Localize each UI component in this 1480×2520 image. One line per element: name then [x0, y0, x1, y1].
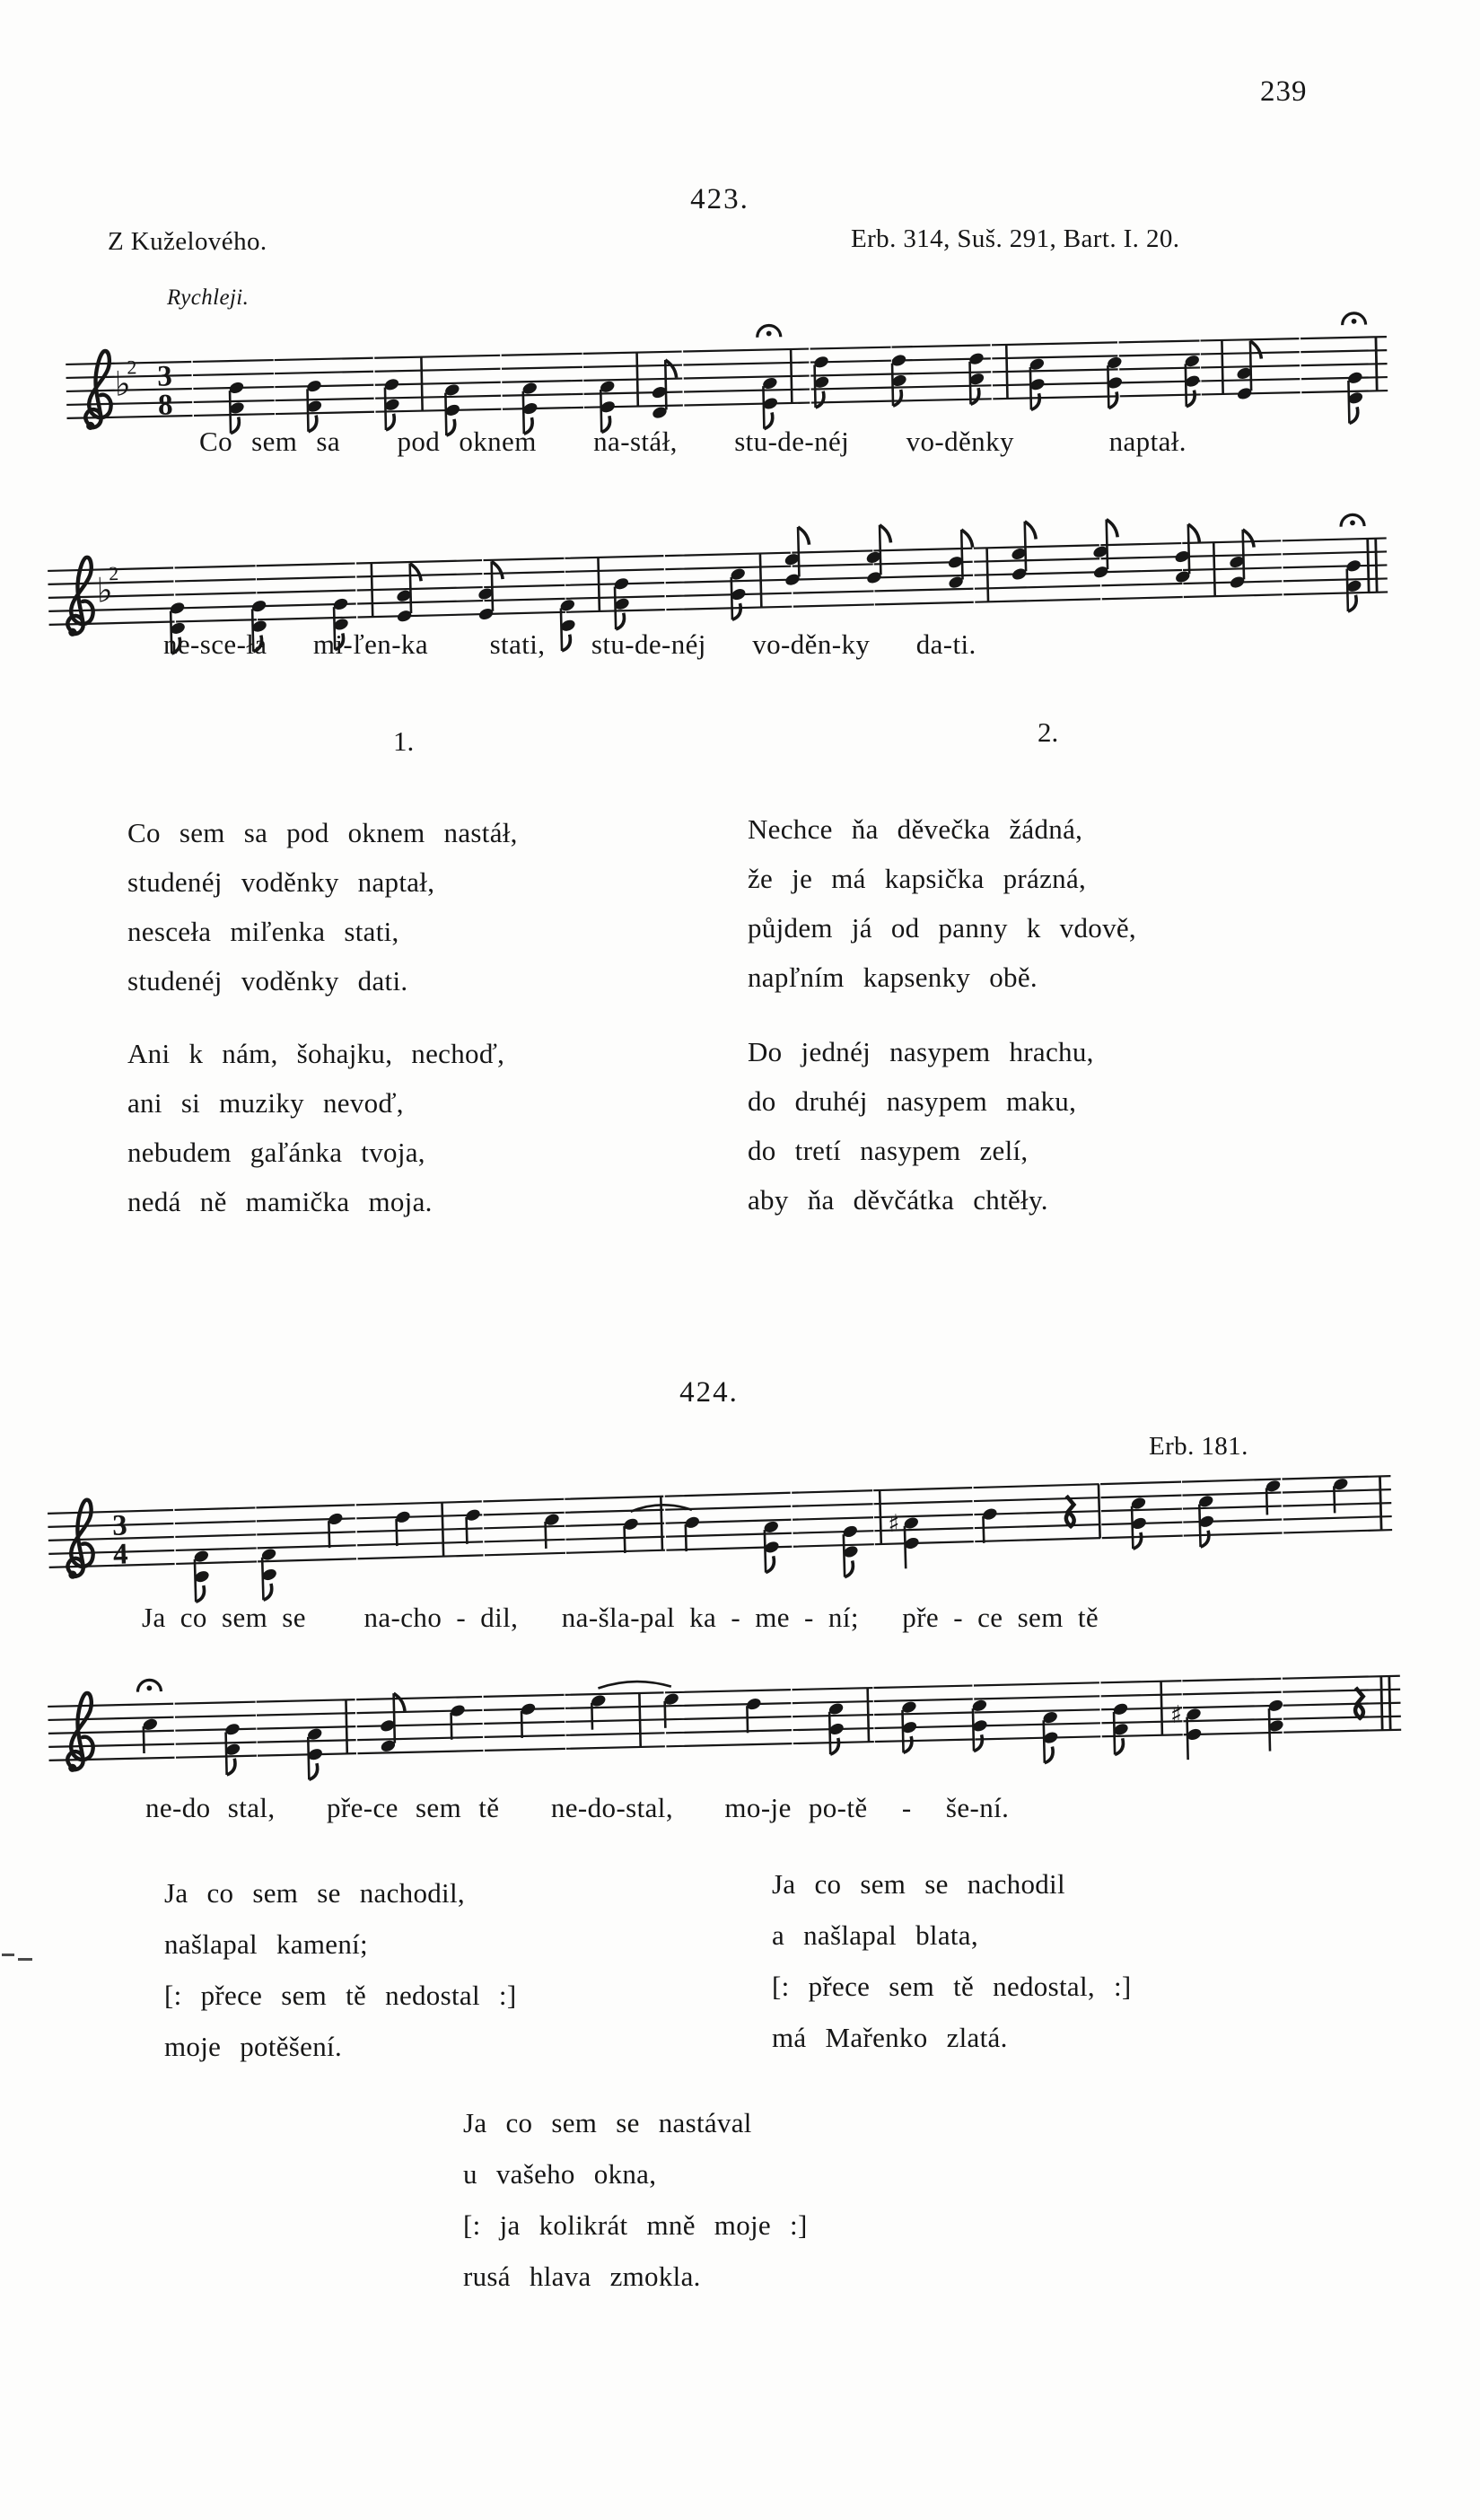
- note-column: [1267, 1698, 1285, 1751]
- verse-number-2: 2.: [1038, 716, 1059, 748]
- verse-line: nedá ně mamička moja.: [127, 1186, 433, 1217]
- fermata-icon: [137, 1680, 161, 1692]
- note-column: [193, 1549, 212, 1602]
- verse-line: našlapal kamení;: [164, 1928, 368, 1960]
- note-stem: [262, 1558, 263, 1600]
- fermata-icon: [758, 325, 781, 338]
- verse-line: a našlapal blata,: [772, 1919, 978, 1951]
- note-column: [1235, 341, 1262, 401]
- note-stem: [546, 1522, 547, 1549]
- eighth-flag-icon: [394, 1693, 405, 1711]
- note-column: [745, 1697, 763, 1734]
- note-stem: [394, 1693, 395, 1743]
- note-column: [1341, 514, 1367, 611]
- note-column: [306, 1726, 324, 1779]
- note-column: [1170, 1700, 1204, 1760]
- song-424-stanza-center: [463, 2097, 808, 2302]
- note-stem: [308, 1737, 309, 1779]
- song-424-number: 424.: [679, 1376, 739, 1409]
- barline: [868, 1688, 869, 1742]
- note-column: [888, 1509, 921, 1568]
- song-423-origin: Z Kuželového.: [108, 227, 267, 256]
- staff-424-2: [43, 1640, 1406, 1805]
- note-stem: [665, 360, 666, 409]
- note-stem: [467, 1517, 468, 1544]
- verse-line: Ja co sem se nachodil,: [164, 1877, 465, 1909]
- staff-line: [48, 1700, 1401, 1734]
- end-barline: [1389, 1676, 1390, 1730]
- note-stem: [815, 364, 816, 407]
- song-423-references: Erb. 314, Suš. 291, Bart. I. 20.: [851, 224, 1180, 253]
- verse-line: nesceła miľenka stati,: [127, 916, 399, 947]
- eighth-flag-icon: [961, 530, 972, 548]
- time-signature: [112, 1509, 128, 1570]
- verse-line: Co sem sa pod oknem nastáł,: [127, 817, 518, 848]
- barline: [1213, 542, 1214, 596]
- note-column: [946, 530, 974, 590]
- staff-423-1-lyrics: Co sem sa pod oknem na-stáł, stu-de-néj vo-děnky naptał.: [199, 426, 1187, 457]
- note-column: [828, 1701, 845, 1754]
- verse-line: Ani k nám, šohajku, nechoď,: [127, 1038, 505, 1069]
- staff-line: [48, 565, 1388, 597]
- verse-line: půjdem já od panny k vdově,: [748, 912, 1136, 944]
- eighth-flag-icon: [410, 563, 421, 581]
- verse-line: [: přece sem tě nedostal :]: [164, 1980, 517, 2011]
- song-423-verse-1-stanza-1: [127, 808, 518, 1005]
- eighth-flag-icon: [665, 360, 676, 378]
- note-stem: [1044, 1720, 1045, 1762]
- note-stem: [763, 386, 764, 428]
- note-column: [622, 1504, 693, 1553]
- note-stem: [970, 362, 971, 404]
- verse-line: do druhéj nasypem maku,: [748, 1085, 1077, 1117]
- note-stem: [328, 1521, 329, 1548]
- eighth-flag-icon: [1107, 519, 1117, 537]
- eighth-flag-icon: [492, 561, 503, 579]
- svg-text:4: 4: [112, 1538, 129, 1571]
- svg-text:2: 2: [127, 356, 137, 379]
- note-column: [1342, 313, 1368, 424]
- note-stem: [665, 1701, 666, 1728]
- verse-line: studenéj voděnky naptał,: [127, 866, 435, 898]
- barline: [1161, 1681, 1162, 1735]
- staff-424-1: [43, 1440, 1397, 1612]
- note-stem: [625, 1526, 626, 1553]
- note-stem: [731, 577, 732, 619]
- verse-line: rusá hlava zmokla.: [463, 2261, 701, 2292]
- note-stem: [397, 1519, 398, 1546]
- barline: [598, 558, 599, 611]
- eighth-flag-icon: [1243, 530, 1254, 548]
- staff-424-1-lyrics: Ja co sem se na-cho - dil, na-šla-pal ka - me - ní; pře - ce sem tě: [142, 1602, 1099, 1633]
- note-column: [395, 563, 423, 623]
- song-424-stanza-left: [164, 1867, 516, 2072]
- barline: [639, 1693, 640, 1747]
- barline: [442, 1503, 443, 1557]
- note-stem: [591, 1703, 592, 1730]
- note-stem: [1025, 522, 1026, 571]
- note-stem: [1132, 1506, 1133, 1549]
- eighth-flag-icon: [880, 524, 890, 542]
- note-stem: [973, 1708, 974, 1751]
- note-column: [763, 1519, 782, 1572]
- note-stem: [1347, 569, 1348, 611]
- barline: [1099, 1484, 1100, 1538]
- verse-line: Ja co sem se nastával: [463, 2107, 752, 2138]
- end-barline: [1376, 337, 1377, 391]
- note-stem: [226, 1732, 227, 1774]
- song-423-verse-2-stanza-2: [748, 1027, 1094, 1225]
- note-column: [783, 527, 810, 587]
- note-column: [327, 1511, 345, 1548]
- verse-line: že je má kapsička prázná,: [748, 863, 1087, 894]
- note-stem: [1030, 367, 1031, 409]
- note-stem: [829, 1712, 830, 1754]
- note-stem: [1199, 1505, 1200, 1547]
- tie-slur: [598, 1681, 671, 1688]
- staff-line: [49, 592, 1388, 624]
- verse-line: Do jednéj nasypem hrachu,: [748, 1036, 1094, 1067]
- note-column: [1029, 356, 1047, 409]
- note-column: [477, 561, 504, 621]
- barline: [637, 353, 638, 407]
- sharp-icon: ♯: [1169, 1700, 1183, 1730]
- note-column: [1010, 522, 1038, 582]
- note-column: [981, 1506, 999, 1543]
- scan-margin-artifact: [2, 1954, 14, 1956]
- note-column: [260, 1547, 279, 1600]
- note-column: [971, 1698, 989, 1751]
- verse-line: ani si muziky nevoď,: [127, 1087, 404, 1119]
- note-stem: [195, 1559, 196, 1602]
- verse-line: aby ňa děvčátka chtěły.: [748, 1184, 1048, 1216]
- note-column: [520, 1701, 538, 1738]
- note-stem: [451, 1713, 452, 1740]
- verse-line: [: ja kolikrát mně moje :]: [463, 2209, 808, 2241]
- barline: [421, 357, 422, 411]
- note-column: [1106, 356, 1124, 408]
- eighth-flag-icon: [1250, 341, 1261, 359]
- note-stem: [1243, 530, 1244, 579]
- note-column: [729, 566, 747, 619]
- note-column: [394, 1509, 412, 1546]
- verse-line: [: přece sem tě nedostal, :]: [772, 1971, 1132, 2002]
- note-column: [1332, 1477, 1350, 1514]
- note-stem: [410, 564, 411, 613]
- barline: [987, 548, 988, 601]
- scan-margin-artifact: [18, 1958, 32, 1961]
- svg-text:3: 3: [111, 1509, 128, 1542]
- song-424-stanza-right: [772, 1858, 1132, 2063]
- note-stem: [615, 586, 616, 628]
- staff-423-2-lyrics: ne-sce-ła mi-ľen-ka stati, stu-de-néj vo-děn-ky da-ti.: [163, 628, 976, 660]
- note-column: [1265, 1479, 1283, 1515]
- note-column: [599, 379, 617, 432]
- note-column: [543, 1512, 561, 1549]
- note-stem: [902, 1710, 903, 1752]
- note-stem: [1348, 381, 1349, 423]
- note-stem: [1269, 1708, 1270, 1751]
- verse-line: má Mařenko zlatá.: [772, 2022, 1008, 2053]
- note-column: [1228, 530, 1256, 590]
- note-stem: [961, 530, 962, 579]
- verse-line: Nechce ňa děvečka žádná,: [748, 813, 1083, 845]
- verse-line: nebudem gaľánka tvoja,: [127, 1137, 425, 1168]
- song-424-references: Erb. 181.: [1149, 1432, 1248, 1461]
- note-stem: [1334, 1486, 1335, 1513]
- staff-424-2-lyrics: ne-do stal, pře-ce sem tě ne-do-stal, mo-je po-tě - še-ní.: [145, 1792, 1010, 1823]
- fermata-icon: [1342, 313, 1365, 326]
- staff-line: [48, 578, 1388, 610]
- note-column: [1197, 1494, 1216, 1547]
- note-stem: [844, 1534, 845, 1576]
- note-stem: [1266, 1488, 1267, 1515]
- svg-text:♭: ♭: [96, 570, 114, 610]
- staff-line: [48, 1676, 1400, 1707]
- note-stem: [765, 1530, 766, 1572]
- note-stem: [686, 1524, 687, 1551]
- song-423-number: 423.: [690, 183, 749, 215]
- note-column: [662, 1691, 680, 1728]
- note-stem: [905, 1526, 906, 1568]
- note-column: [449, 1703, 467, 1740]
- note-stem: [747, 1706, 748, 1733]
- page-number: 239: [1260, 75, 1308, 108]
- note-stem: [1188, 524, 1189, 574]
- verse-line: napľním kapsenky obě.: [748, 961, 1038, 993]
- note-column: [684, 1515, 702, 1551]
- svg-text:2: 2: [108, 561, 119, 585]
- eighth-flag-icon: [1188, 524, 1199, 542]
- barline: [760, 554, 761, 608]
- svg-text:3: 3: [156, 360, 173, 393]
- end-barline: [1381, 1676, 1382, 1730]
- song-423-verse-2-stanza-1: [748, 804, 1136, 1002]
- note-column: [1173, 524, 1201, 584]
- barline: [791, 349, 792, 403]
- fermata-icon: [1341, 514, 1364, 527]
- note-column: [1130, 1496, 1149, 1549]
- end-barline: [1379, 1476, 1381, 1530]
- note-stem: [1107, 520, 1108, 569]
- eighth-flag-icon: [1025, 522, 1036, 540]
- note-stem: [983, 1516, 984, 1543]
- note-column: [1091, 519, 1119, 579]
- verse-line: do tretí nasypem zelí,: [748, 1135, 1029, 1166]
- note-stem: [798, 527, 799, 576]
- verse-line: moje potěšení.: [164, 2031, 342, 2062]
- note-stem: [1250, 341, 1251, 391]
- verse-line: studenéj voděnky dati.: [127, 965, 408, 997]
- end-barline: [1368, 539, 1369, 593]
- note-stem: [385, 387, 386, 429]
- barline: [880, 1490, 881, 1544]
- verse-line: Ja co sem se nachodil: [772, 1868, 1065, 1900]
- note-stem: [892, 364, 893, 406]
- svg-text:♭: ♭: [114, 364, 132, 404]
- svg-text:8: 8: [157, 389, 173, 422]
- note-column: [1184, 354, 1202, 407]
- sharp-icon: ♯: [887, 1509, 900, 1539]
- barline: [1006, 345, 1007, 399]
- note-stem: [1114, 1712, 1115, 1754]
- verse-number-1: 1.: [393, 725, 415, 757]
- note-column: [864, 524, 892, 584]
- note-stem: [1186, 364, 1187, 406]
- note-column: [650, 360, 677, 420]
- note-column: [464, 1507, 482, 1544]
- song-423-verse-1-stanza-2: [127, 1029, 504, 1226]
- note-column: [1041, 1710, 1059, 1763]
- note-stem: [1187, 1717, 1188, 1760]
- note-stem: [521, 1711, 522, 1738]
- eighth-flag-icon: [798, 527, 809, 545]
- note-column: [900, 1699, 918, 1752]
- verse-line: u vašeho okna,: [463, 2158, 657, 2190]
- note-column: [379, 1693, 407, 1753]
- note-stem: [492, 561, 493, 610]
- time-signature: [157, 360, 173, 421]
- tempo-marking: Rychleji.: [167, 285, 250, 310]
- end-barline: [1376, 539, 1377, 593]
